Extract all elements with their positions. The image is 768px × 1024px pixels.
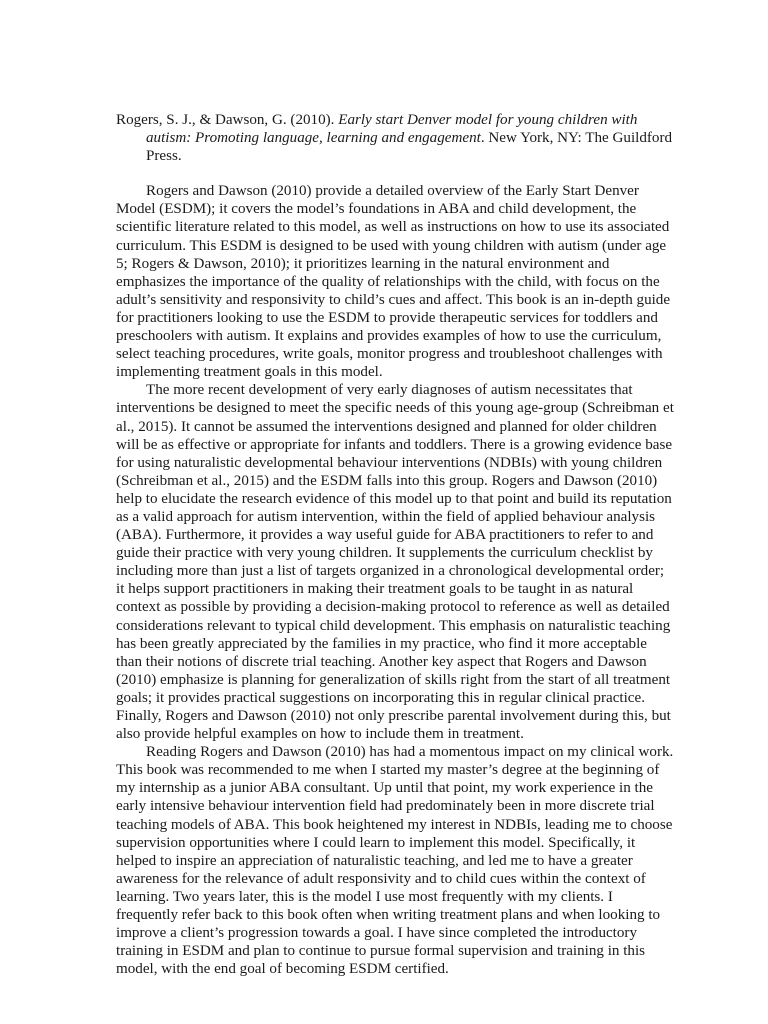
document-body [116,111,676,978]
paragraph-overview: Rogers and Dawson (2010) provide a detailed overview of the Early Start Denver Model (ESDM); it covers the model’s foundations in ABA and child development, the scientific literature related to this model, as well as instructions on how to use its associated curriculum. This ESDM is designed to be used with young children with autism (under age 5; Rogers & Dawson, 2010); it prioritizes learning in the natural environment and emphasizes the importance of the quality of relationships with the child, with focus on the adult’s sensitivity and responsivity to child’s cues and affect. This book is an in-depth guide for practitioners looking to use the ESDM to provide therapeutic services for toddlers and preschoolers with autism. It explains and provides examples of how to use the curriculum, select teaching procedures, write goals, monitor progress and troubleshoot challenges with implementing treatment goals in this model. [116,183,671,381]
paragraph-personal-impact: Reading Rogers and Dawson (2010) has had a momentous impact on my clinical work. This book was recommended to me when I started my master’s degree at the beginning of my internship as a junior ABA consultant. Up until that point, my work experience in the early intensive behaviour intervention field had predominately been in more discrete trial teaching models of ABA. This book heightened my interest in NDBIs, leading me to choose supervision opportunities where I could learn to implement this model. Specifically, it helped to inspire an appreciation of naturalistic teaching, and led me to have a greater awareness for the relevance of adult responsivity and to child cues within the context of learning. Two years later, this is the model I use most frequently with my clients. I frequently refer back to this book often when writing treatment plans and when looking to improve a client’s progression towards a goal. I have since completed the introductory training in ESDM and plan to continue to pursue formal supervision and training in this model, with the end goal of becoming ESDM certified. [116,744,674,978]
citation-publisher: . New York, NY: The Guildford Press. [146,130,673,165]
paragraph-research: The more recent development of very early diagnoses of autism necessitates that interventions be designed to meet the specific needs of this young age-group (Schreibman et al., 2015). It cannot be assumed the interventions designed and planned for older children will be as effective or appropriate for infants and toddlers. There is a growing evidence base for using naturalistic developmental behaviour interventions (NDBIs) with young children (Schreibman et al., 2015) and the ESDM falls into this group. Rogers and Dawson (2010) help to elucidate the research evidence of this model up to that point and build its reputation as a valid approach for autism intervention, within the field of applied behaviour analysis (ABA). Furthermore, it provides a way useful guide for ABA practitioners to refer to and guide their practice with very young children. It supplements the curriculum checklist by including more than just a list of targets organized in a chronological developmental order; it helps support practitioners in making their treatment goals to be taught in as natural context as possible by providing a decision-making protocol to reference as well as detailed considerations relevant to typical child development. This emphasis on naturalistic teaching has been greatly appreciated by the families in my practice, who find it more acceptable than their notions of discrete trial teaching. Another key aspect that Rogers and Dawson (2010) emphasize is planning for generalization of skills right from the start of all treatment goals; it provides practical suggestions on incorporating this in regular clinical practice. Finally, Rogers and Dawson (2010) not only prescribe parental involvement during this, but also provide helpful examples on how to include them in treatment. [116,382,674,743]
citation-title: Early start Denver model for young children with autism: Promoting language, learning and engagement [146,112,638,147]
reference-citation [116,111,676,165]
citation-authors: Rogers, S. J., & Dawson, G. (2010). [116,112,339,128]
